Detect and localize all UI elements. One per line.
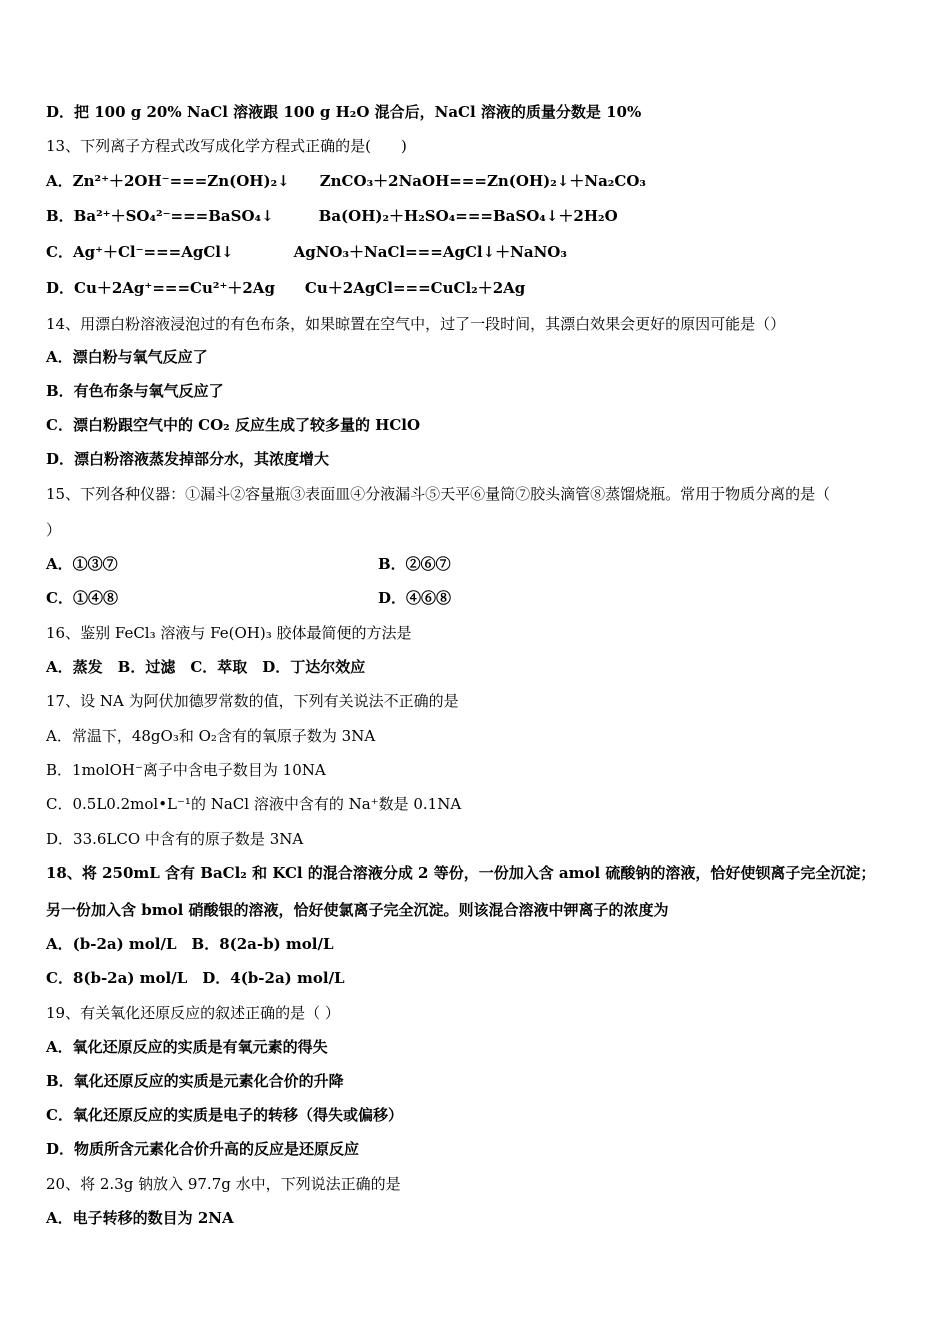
- q18-options-cd: C．8(b-2a) mol/L D．4(b-2a) mol/L: [46, 969, 345, 987]
- q15-row-2: [46, 586, 906, 610]
- q14-stem: 14、用漂白粉溶液浸泡过的有色布条，如果晾置在空气中，过了一段时间，其漂白效果会更好的原因可能是（）: [46, 315, 786, 333]
- q13-stem: 13、下列离子方程式改写成化学方程式正确的是( ): [46, 137, 407, 155]
- q13-option-a: A．Zn²⁺＋2OH⁻===Zn(OH)₂↓ ZnCO₃＋2NaOH===Zn(OH)₂↓＋Na₂CO₃: [46, 172, 646, 190]
- q14-option-c: C．漂白粉跟空气中的 CO₂ 反应生成了较多量的 HClO: [46, 416, 421, 434]
- q15-option-b: B．②⑥⑦: [378, 555, 451, 573]
- q13-option-c: C．Ag⁺＋Cl⁻===AgCl↓ AgNO₃＋NaCl===AgCl↓＋NaNO₃: [46, 243, 567, 261]
- q15-option-c: C．①④⑧: [46, 589, 118, 607]
- q17-stem: 17、设 NA 为阿伏加德罗常数的值，下列有关说法不正确的是: [46, 692, 459, 710]
- q15-option-a: A．①③⑦: [46, 555, 118, 573]
- q20-stem: 20、将 2.3g 钠放入 97.7g 水中，下列说法正确的是: [46, 1175, 401, 1193]
- q15-stem: 15、下列各种仪器：①漏斗②容量瓶③表面皿④分液漏斗⑤天平⑥量筒⑦胶头滴管⑧蒸馏烧瓶。常用于物质分离的是（: [46, 485, 831, 503]
- q17-option-d: D．33.6LCO 中含有的原子数是 3NA: [46, 830, 304, 848]
- q15-row-1: [46, 552, 906, 576]
- q15-option-d: D．④⑥⑧: [378, 589, 452, 607]
- q17-option-a: A．常温下，48gO₃和 O₂含有的氧原子数为 3NA: [46, 727, 376, 745]
- q14-option-a: A．漂白粉与氧气反应了: [46, 348, 208, 366]
- q12-option-d: D．把 100 g 20% NaCl 溶液跟 100 g H₂O 混合后，NaCl 溶液的质量分数是 10%: [46, 103, 642, 121]
- q14-option-d: D．漂白粉溶液蒸发掉部分水，其浓度增大: [46, 450, 330, 468]
- q16-stem: 16、鉴别 FeCl₃ 溶液与 Fe(OH)₃ 胶体最简便的方法是: [46, 624, 412, 642]
- q13-option-d: D．Cu＋2Ag⁺===Cu²⁺＋2Ag Cu＋2AgCl===CuCl₂＋2Ag: [46, 279, 526, 297]
- q20-option-a: A．电子转移的数目为 2NA: [46, 1209, 234, 1227]
- q18-options-ab: A．(b-2a) mol/L B．8(2a-b) mol/L: [46, 935, 334, 953]
- q18-stem-2: 另一份加入含 bmol 硝酸银的溶液，恰好使氯离子完全沉淀。则该混合溶液中钾离子的浓度为: [46, 901, 669, 919]
- q19-option-a: A．氧化还原反应的实质是有氧元素的得失: [46, 1038, 328, 1056]
- q17-option-b: B．1molOH⁻离子中含电子数目为 10NA: [46, 761, 326, 779]
- q19-stem: 19、有关氧化还原反应的叙述正确的是（ ）: [46, 1004, 340, 1022]
- q19-option-c: C．氧化还原反应的实质是电子的转移（得失或偏移）: [46, 1106, 403, 1124]
- q19-option-d: D．物质所含元素化合价升高的反应是还原反应: [46, 1140, 360, 1158]
- q13-option-b: B．Ba²⁺＋SO₄²⁻===BaSO₄↓ Ba(OH)₂＋H₂SO₄===BaSO₄↓＋2H₂O: [46, 207, 618, 225]
- q18-stem: 18、将 250mL 含有 BaCl₂ 和 KCl 的混合溶液分成 2 等份，一份加入含 amol 硫酸钠的溶液，恰好使钡离子完全沉淀；: [46, 864, 876, 882]
- q16-options: A．蒸发 B．过滤 C．萃取 D．丁达尔效应: [46, 658, 366, 676]
- q15-stem-end: ）: [46, 521, 62, 539]
- q14-option-b: B．有色布条与氧气反应了: [46, 382, 224, 400]
- q17-option-c: C．0.5L0.2mol•L⁻¹的 NaCl 溶液中含有的 Na⁺数是 0.1NA: [46, 795, 462, 813]
- q19-option-b: B．氧化还原反应的实质是元素化合价的升降: [46, 1072, 344, 1090]
